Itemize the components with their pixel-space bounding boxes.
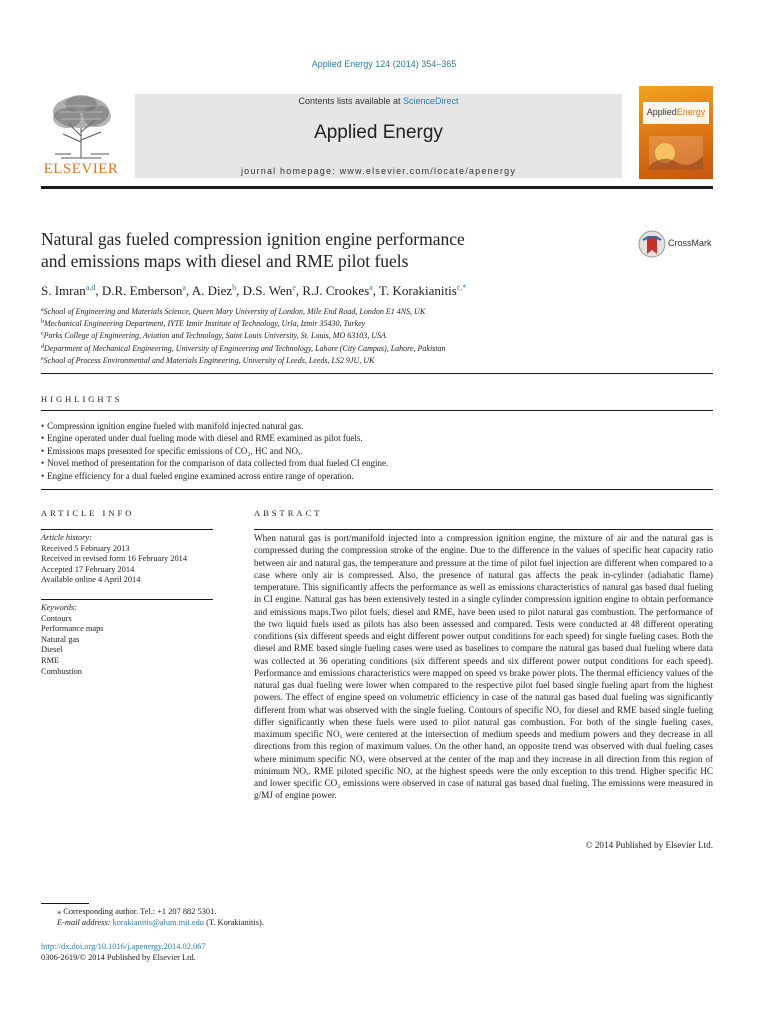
cover-title: AppliedEnergy <box>646 107 706 117</box>
corresponding-author-footnote <box>41 906 701 928</box>
author-list: S. Imran$^{a,d}$, D.R. Emberson$^a$, A. Diez$^b$, D.S. Wen$^e$, R.J. Crookes$^a$, T. Korakianitis$^{c,*}$ <box>41 283 467 298</box>
header-divider <box>41 186 713 189</box>
keyword-item: Combustion <box>41 666 82 676</box>
corresponding-author: ⁎ Corresponding author. Tel.: +1 207 882 5301. <box>57 907 217 916</box>
article-title: Natural gas fueled compression ignition engine performance and emissions maps with diesel and RME pilot fuels <box>41 229 465 271</box>
cover-artwork-icon <box>649 136 703 170</box>
keyword-item: RME <box>41 655 60 665</box>
affiliation: $^e$School of Process Environmental and Materials Engineering, University of Leeds, Leeds, LS2 9JU, UK <box>41 355 375 365</box>
highlight-item: • Engine efficiency for a dual fueled engine examined across entire range of operation. <box>41 470 713 482</box>
contents-line: Contents lists available at ScienceDirect <box>298 96 459 106</box>
keywords-rule <box>41 599 213 600</box>
copyright-line: © 2014 Published by Elsevier Ltd. <box>585 840 713 850</box>
doi-link[interactable]: http://dx.doi.org/10.1016/j.apenergy.2014.02.067 <box>41 942 206 951</box>
highlights-heading: HIGHLIGHTS <box>41 394 123 404</box>
highlight-item: • Emissions maps presented for specific emissions of CO₂, HC and NOₓ. <box>41 445 713 457</box>
journal-citation[interactable]: Applied Energy 124 (2014) 354–365 <box>311 59 457 69</box>
article-history-label: Article history: <box>41 533 92 542</box>
history-item: Received 5 February 2013 <box>41 543 130 553</box>
affiliation: $^d$Department of Mechanical Engineering, University of Engineering and Technology, Lahore (City Campus), Lahore, Pakistan <box>41 343 446 353</box>
highlight-item: • Engine operated under dual fueling mode with diesel and RME examined as pilot fuels. <box>41 432 713 444</box>
highlight-item: • Compression ignition engine fueled with manifold injected natural gas. <box>41 420 713 432</box>
email-line: E-mail address: korakianitis@alum.mit.edu (T. Korakianitis). <box>57 918 264 927</box>
affiliation: $^c$Parks College of Engineering, Aviation and Technology, Saint Louis University, St. Louis, MO 63103, USA <box>41 331 386 341</box>
footnote-rule <box>41 903 89 904</box>
highlights-list <box>41 420 713 482</box>
history-item: Accepted 17 February 2014 <box>41 564 135 574</box>
journal-name: Applied Energy <box>314 122 443 143</box>
highlight-item: • Novel method of presentation for the comparison of data collected from dual fueled CI engine. <box>41 457 713 469</box>
keywords-label: Keywords: <box>41 603 77 612</box>
affiliation: $^a$School of Engineering and Materials Science, Queen Mary University of London, Mile End Road, London E1 4NS, UK <box>41 307 426 316</box>
section-divider <box>41 373 713 374</box>
author[interactable]: D.R. Emberson$^a$ <box>101 283 186 298</box>
journal-homepage-link[interactable]: journal homepage: www.elsevier.com/locate/apenergy <box>240 166 517 176</box>
abstract-rule <box>254 529 713 530</box>
keywords-block <box>41 603 213 677</box>
sciencedirect-link[interactable]: ScienceDirect <box>403 96 459 106</box>
affiliation-list <box>41 305 701 366</box>
article-history <box>41 533 213 586</box>
history-item: Received in revised form 16 February 2014 <box>41 554 188 564</box>
keyword-item: Contours <box>41 613 72 623</box>
author[interactable]: T. Korakianitis$^{c,*}$ <box>379 283 467 298</box>
article-info-rule <box>41 529 213 530</box>
keyword-item: Diesel <box>41 645 63 655</box>
elsevier-logo <box>41 92 121 178</box>
journal-header <box>41 84 713 181</box>
elsevier-wordmark: ELSEVIER <box>43 161 119 177</box>
highlights-bottom-rule <box>41 489 713 490</box>
author[interactable]: A. Diez$^b$ <box>191 283 237 298</box>
keyword-item: Natural gas <box>41 634 80 644</box>
affiliation: $^b$Mechanical Engineering Department, IYTE Izmir Institute of Technology, Urla, Izmir 35430, Turkey <box>41 319 366 329</box>
elsevier-tree-icon <box>41 92 121 160</box>
journal-cover-image[interactable] <box>639 86 713 179</box>
author[interactable]: S. Imran$^{a,d}$ <box>41 283 96 298</box>
history-item: Available online 4 April 2014 <box>41 575 141 585</box>
abstract-text: When natural gas is port/manifold injected into a compression ignition engine, the mixture of air and the natural gas is compressed during the compression stroke of the engine. Due to the difference in the values of specific heat capacity ratio between air and natural gas, the temperature and pressure at the time of pilot fuel injection are different when compared to a case where only air is compressed. Also, the presence of natural gas affects the peak in-cylinder (adiabatic flame) temperature. This significantly affects the performance as well as emissions characteristics of natural gas based dual fueling in CI engine. Natural gas has been extensively tested in a single cylinder compression ignition engine to obtain performance and emissions maps.Two pilot fuels, diesel and RME, have been used to pilot natural gas combustion. The performance of the two liquid fuels used as pilots has also been assessed and compared. Tests were conducted at 48 different operating conditions (six different speeds and eight different power output conditions for each speed) for single fueling cases. Both the diesel and RME based single fueling cases were used as baselines to compare the natural gas based dual fueling where data was collected at 36 operating conditions (six different speeds and six different power output conditions for each speed). Performance and emissions characteristics were mapped on speed vs brake power plots. The thermal efficiency values of the natural gas dual fueling were lower when compared to the respective pilot fuel based single fueling apart from the highest powers. The effect of engine speed on volumetric efficiency in case of the natural gas based dual fueling was significantly different from what was observed with the single fueling. Contours of specific NOₓ for diesel and RME based single fueling differ significantly when these fuels were used to pilot natural gas combustion. For both of the single fueling cases, maximum specific NOₓ were centered at the intersection of medium speeds and medium powers and they decrease in all directions from this region of maximum values. On the other hand, an opposite trend was observed with dual fueling cases where minimum specific NOₓ were observed at the center of the map and they increase in all direction from this region of minimum NOₓ. RME piloted specific NOₓ at the highest speeds were the only exception to this trend. Higher specific HC and lower specific CO₂ emissions were observed in case of natural gas based dual fueling. The emissions were measured in g/MJ of engine power. <box>254 533 713 801</box>
abstract-heading: ABSTRACT <box>254 508 323 518</box>
journal-banner <box>135 94 622 178</box>
article-info-heading: ARTICLE INFO <box>41 508 135 518</box>
keyword-item: Performance maps <box>41 624 104 634</box>
author[interactable]: D.S. Wen$^e$ <box>242 283 296 298</box>
issn-line: 0306-2619/© 2014 Published by Elsevier Ltd. <box>41 953 196 962</box>
crossmark-label: CrossMark <box>668 238 712 248</box>
email-link[interactable]: korakianitis@alum.mit.edu <box>112 918 204 927</box>
crossmark-icon <box>638 230 666 258</box>
crossmark-badge[interactable] <box>638 230 718 258</box>
author[interactable]: R.J. Crookes$^a$ <box>302 283 373 298</box>
highlights-top-rule <box>41 410 713 411</box>
